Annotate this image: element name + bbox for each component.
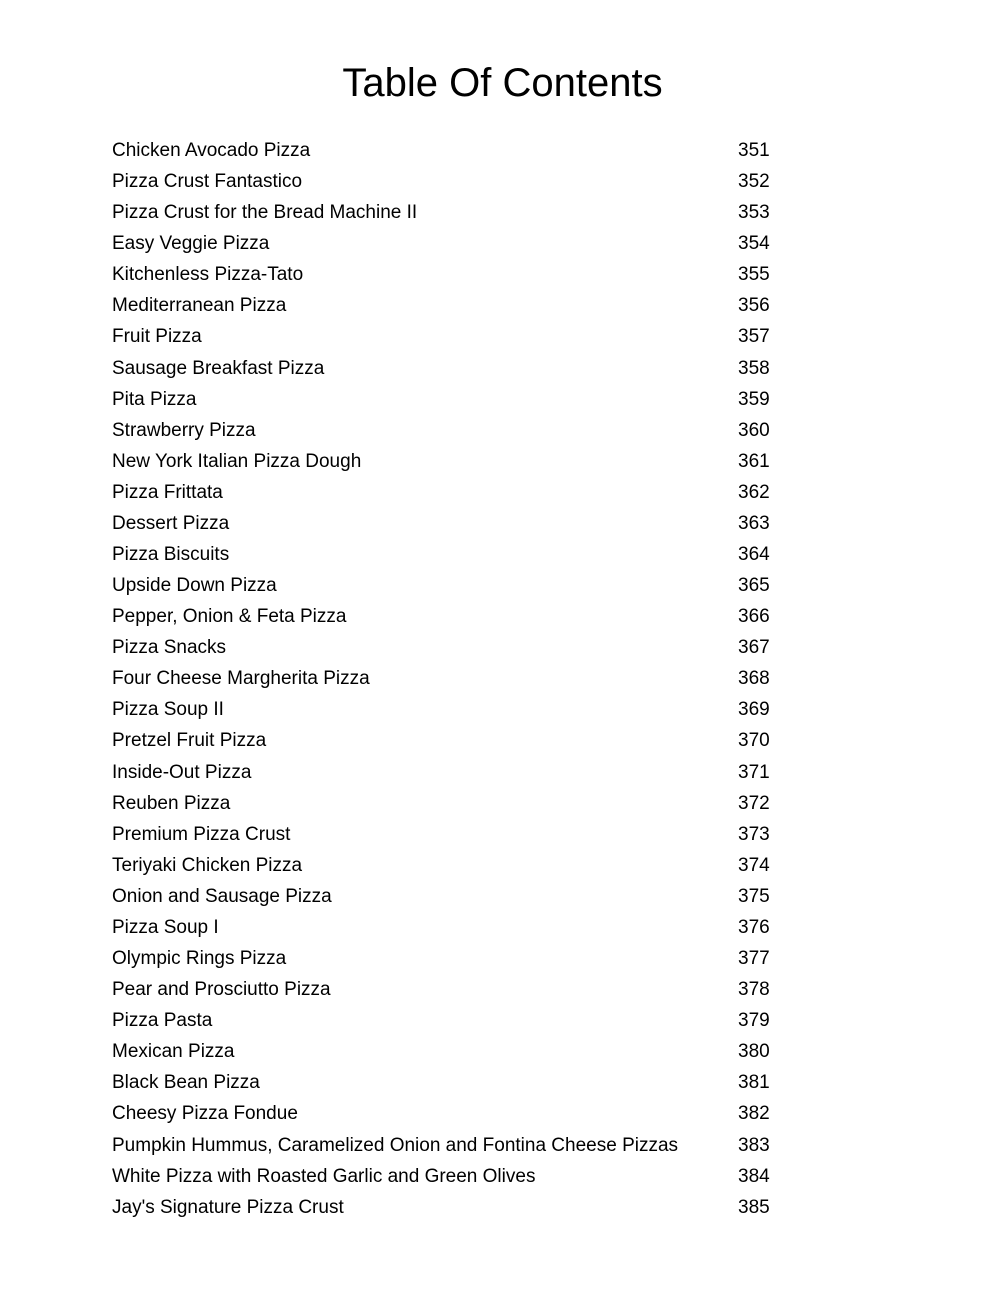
toc-entry-label: Mexican Pizza	[112, 1041, 235, 1063]
toc-entry-label: Teriyaki Chicken Pizza	[112, 854, 303, 876]
toc-entry-label: Premium Pizza Crust	[112, 823, 291, 845]
toc-entry-label: Pretzel Fruit Pizza	[112, 730, 267, 752]
page-title: Table Of Contents	[342, 61, 663, 105]
toc-entry[interactable]	[112, 321, 812, 352]
toc-entry-page: 367	[738, 637, 770, 659]
toc-entry-label: Cheesy Pizza Fondue	[112, 1103, 298, 1125]
toc-entry[interactable]	[112, 570, 812, 601]
toc-entry-label: Pizza Pasta	[112, 1010, 213, 1032]
toc-entry[interactable]	[112, 477, 812, 508]
toc-entry-page: 363	[738, 512, 770, 534]
toc-entry[interactable]	[112, 725, 812, 756]
toc-entry-page: 364	[738, 544, 770, 566]
toc-entry-page: 358	[738, 357, 770, 379]
toc-entry[interactable]	[112, 446, 812, 477]
toc-entry[interactable]	[112, 912, 812, 943]
toc-entry-page: 374	[738, 854, 770, 876]
toc-entry-label: Pear and Prosciutto Pizza	[112, 979, 331, 1001]
toc-entry-page: 375	[738, 885, 770, 907]
toc-entry[interactable]	[112, 850, 812, 881]
toc-entry[interactable]	[112, 1098, 812, 1129]
toc-entry[interactable]	[112, 819, 812, 850]
toc-entry-label: Pizza Biscuits	[112, 544, 230, 566]
toc-entry-label: Pizza Snacks	[112, 637, 227, 659]
toc-entry-label: New York Italian Pizza Dough	[112, 450, 362, 472]
toc-entry-page: 361	[738, 450, 770, 472]
toc-entry-page: 366	[738, 606, 770, 628]
toc-entry-page: 368	[738, 668, 770, 690]
toc-entry[interactable]	[112, 943, 812, 974]
toc-entry[interactable]	[112, 1161, 812, 1192]
toc-entry-page: 356	[738, 295, 770, 317]
toc-entry-label: Easy Veggie Pizza	[112, 233, 270, 255]
toc-entry-label: White Pizza with Roasted Garlic and Green Olives	[112, 1165, 536, 1187]
toc-entry[interactable]	[112, 1005, 812, 1036]
toc-entry[interactable]	[112, 601, 812, 632]
toc-entry[interactable]	[112, 1036, 812, 1067]
toc-entry[interactable]	[112, 881, 812, 912]
toc-entry-label: Pita Pizza	[112, 388, 197, 410]
toc-entry-page: 359	[738, 388, 770, 410]
toc-entry-page: 357	[738, 326, 770, 348]
toc-entry-label: Black Bean Pizza	[112, 1072, 260, 1094]
toc-entry-page: 381	[738, 1072, 770, 1094]
toc-entry-page: 373	[738, 823, 770, 845]
toc-entry-page: 362	[738, 481, 770, 503]
toc-entry-label: Chicken Avocado Pizza	[112, 140, 311, 161]
toc-entry-page: 385	[738, 1196, 770, 1218]
toc-entry-label: Four Cheese Margherita Pizza	[112, 668, 370, 690]
toc-entry-page: 352	[738, 171, 770, 193]
toc-entry[interactable]	[112, 663, 812, 694]
toc-entry-label: Dessert Pizza	[112, 512, 230, 534]
toc-entry-label: Pizza Crust Fantastico	[112, 171, 303, 193]
toc-entry-page: 382	[738, 1103, 770, 1125]
toc-entry[interactable]	[112, 290, 812, 321]
toc-entry-page: 384	[738, 1165, 770, 1187]
toc-entry[interactable]	[112, 384, 812, 415]
toc-entry-page: 354	[738, 233, 770, 255]
toc-entry-page: 379	[738, 1010, 770, 1032]
toc-entry[interactable]	[112, 974, 812, 1005]
toc-entry-page: 380	[738, 1041, 770, 1063]
toc-entry-page: 360	[738, 419, 770, 441]
toc-entry-page: 370	[738, 730, 770, 752]
toc-entry[interactable]	[112, 757, 812, 788]
toc-entry-label: Onion and Sausage Pizza	[112, 885, 332, 907]
toc-entry-page: 377	[738, 948, 770, 970]
toc-entry[interactable]	[112, 788, 812, 819]
toc-entry[interactable]	[112, 508, 812, 539]
toc-entry-page: 376	[738, 916, 770, 938]
toc-entry-page: 372	[738, 792, 770, 814]
toc-entry[interactable]	[112, 632, 812, 663]
toc-entry[interactable]	[112, 694, 812, 725]
toc-entry[interactable]	[112, 1130, 812, 1161]
toc-entry-page: 383	[738, 1134, 770, 1156]
toc-entry-label: Upside Down Pizza	[112, 575, 277, 597]
toc-entry[interactable]	[112, 197, 812, 228]
toc-entry-label: Fruit Pizza	[112, 326, 202, 348]
toc-entry[interactable]	[112, 228, 812, 259]
toc-entry-page: 353	[738, 202, 770, 224]
toc-entry-page: 365	[738, 575, 770, 597]
toc-entry-page: 351	[738, 140, 770, 161]
toc-entry[interactable]	[112, 539, 812, 570]
toc-entry[interactable]	[112, 415, 812, 446]
toc-entry[interactable]	[112, 166, 812, 197]
toc-entry-label: Pizza Frittata	[112, 481, 223, 503]
toc-entry-label: Pizza Soup II	[112, 699, 224, 721]
toc-entry[interactable]	[112, 1192, 812, 1223]
toc-entry[interactable]	[112, 1067, 812, 1098]
toc-entry[interactable]	[112, 259, 812, 290]
toc-entry-label: Reuben Pizza	[112, 792, 231, 814]
toc-entry-label: Mediterranean Pizza	[112, 295, 287, 317]
toc-entry-page: 369	[738, 699, 770, 721]
toc-entry-label: Jay's Signature Pizza Crust	[112, 1196, 344, 1218]
toc-entry-label: Inside-Out Pizza	[112, 761, 252, 783]
toc-entry-label: Sausage Breakfast Pizza	[112, 357, 325, 379]
toc-entry-label: Pizza Soup I	[112, 916, 219, 938]
toc-entry[interactable]	[112, 353, 812, 384]
toc-entry-label: Strawberry Pizza	[112, 419, 256, 441]
toc-entry-label: Pepper, Onion & Feta Pizza	[112, 606, 347, 628]
toc-entry-label: Pumpkin Hummus, Caramelized Onion and Fontina Cheese Pizzas	[112, 1134, 679, 1156]
toc-entry-page: 355	[738, 264, 770, 286]
toc-entry[interactable]	[112, 135, 812, 166]
toc-entry-label: Olympic Rings Pizza	[112, 948, 287, 970]
toc-list	[112, 135, 812, 1223]
toc-entry-label: Kitchenless Pizza-Tato	[112, 264, 304, 286]
toc-entry-page: 378	[738, 979, 770, 1001]
toc-entry-label: Pizza Crust for the Bread Machine II	[112, 202, 418, 224]
toc-entry-page: 371	[738, 761, 770, 783]
